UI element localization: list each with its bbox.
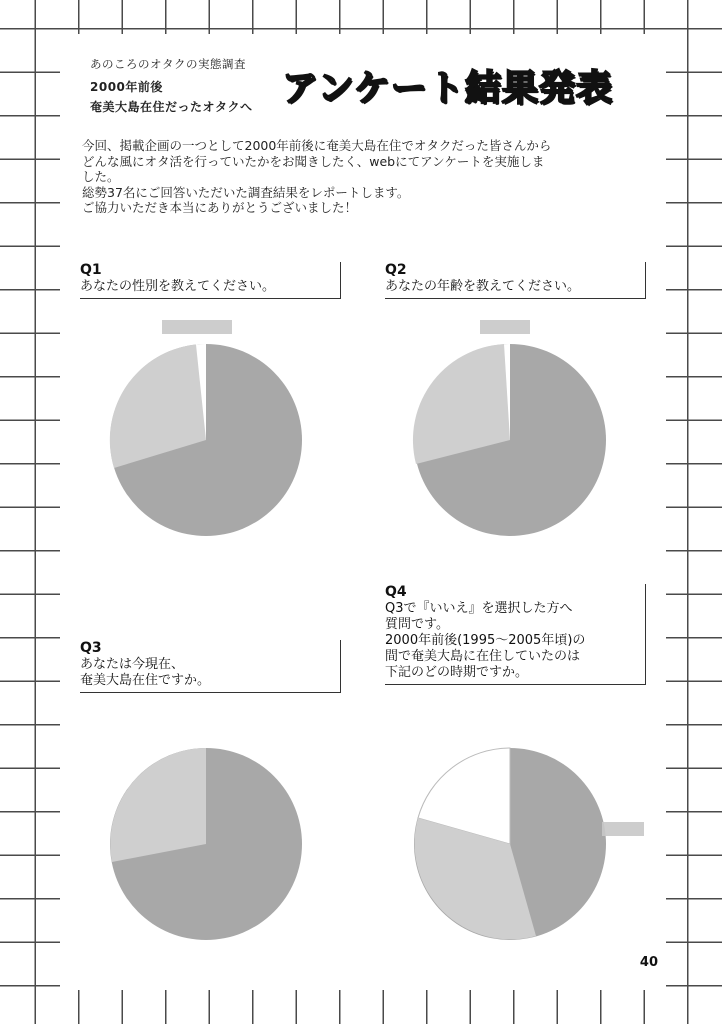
pie-chart-q2	[410, 340, 610, 540]
question-number: Q1	[80, 262, 102, 278]
survey-target: 奄美大島在住だったオタクへ	[90, 100, 253, 114]
pie-legend-blurred	[162, 320, 232, 334]
question-text: あなたの性別を教えてください。	[80, 279, 276, 294]
question-number: Q3	[80, 640, 102, 656]
question-text: Q3で『いいえ』を選択した方へ 質問です。 2000年前後(1995〜2005年頃)の 間で奄美大島に在住していたのは 下記のどの時期ですか。	[385, 601, 586, 680]
page-number: 40	[639, 955, 658, 970]
page-title: アンケート結果発表	[282, 68, 613, 109]
question-q2	[385, 262, 646, 299]
question-number: Q4	[385, 584, 407, 600]
survey-subtitle: あのころのオタクの実態調査	[90, 57, 246, 71]
pie-chart-q4	[410, 744, 610, 944]
question-q4	[385, 584, 646, 685]
pie-slice-minor	[110, 748, 206, 862]
question-q3	[80, 640, 341, 693]
pie-chart-q3	[106, 744, 306, 944]
intro-paragraph: 今回、掲載企画の一つとして2000年前後に奄美大島在住でオタクだった皆さんから どんな風にオタ活を行っていたかをお聞きしたく、webにてアンケートを実施しま した。 総勢37名にご回答いただいた調査結果をレポートします。 ご協力いただき本当にありがとうございました！	[82, 138, 552, 215]
pie-legend-blurred	[602, 822, 644, 836]
pie-chart-q1	[106, 340, 306, 540]
document-page	[60, 34, 666, 990]
question-q1	[80, 262, 341, 299]
pie-legend-blurred	[480, 320, 530, 334]
question-number: Q2	[385, 262, 407, 278]
question-text: あなたは今現在、 奄美大島在住ですか。	[80, 657, 211, 688]
survey-period: 2000年前後	[90, 80, 163, 94]
question-text: あなたの年齢を教えてください。	[385, 279, 581, 294]
